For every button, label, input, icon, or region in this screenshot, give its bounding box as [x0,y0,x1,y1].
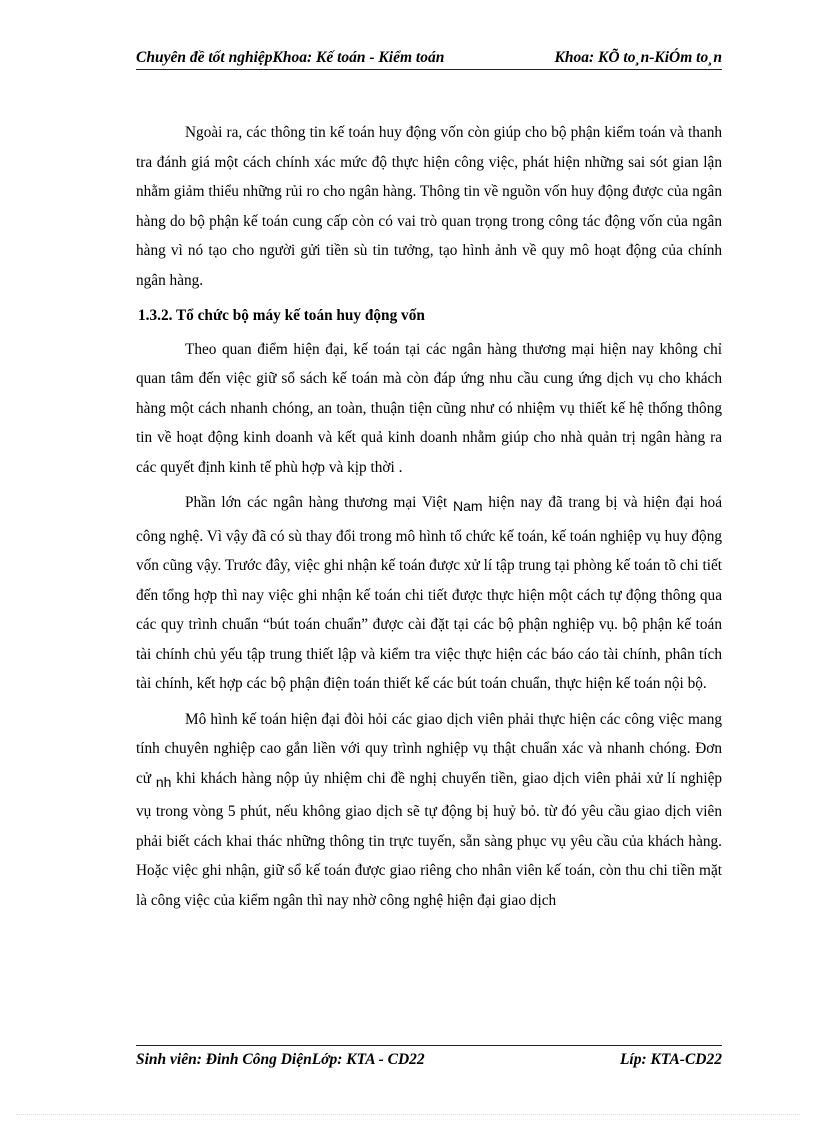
paragraph-3-text-after: hiện nay đã trang bị và hiện đại hoá công nghệ. Vì vậy đã có sù thay đổi trong mô hình tổ chức kế toán, kế toán nghiệp vụ huy động vốn cũng vậy. Trước đây, việc ghi nhận kế toán được xử lí tập trung tại phòng kế toán tõ chi tiết đến tổng hợp thì nay việc ghi nhận kế toán chi tiết được thực hiện một cách tự động thông qua các quy trình chuẩn “bút toán chuẩn” được cài đặt tại các bộ phận nghiệp vụ. bộ phận kế toán tài chính chủ yếu tập trung thiết lập và kiểm tra việc thực hiện các báo cáo tài chính, phân tích tài chính, kết hợp các bộ phận điện toán thiết kế các bút toán chuẩn, thực hiện kế toán nội bộ. [136,494,722,692]
paragraph-4-text-before: Mô hình kế toán hiện đại đòi hỏi các giao dịch viên phải thực hiện các công việc mang tính chuyên nghiệp cao gắn liền với quy trình nghiệp vụ thật chuẩn xác và nhanh chóng. Đơn cử [136,710,722,787]
paragraph-4-subscript: nh [155,773,172,790]
paragraph-1: Ngoài ra, các thông tin kế toán huy động vốn còn giúp cho bộ phận kiểm toán và thanh tra đánh giá một cách chính xác mức độ thực hiện công việc, phát hiện những sai sót gian lận nhằm giảm thiểu những rủi ro cho ngân hàng. Thông tin về nguồn vốn huy động được của ngân hàng do bộ phận kế toán cung cấp còn có vai trò quan trọng trong công tác động vốn của ngân hàng vì nó tạo cho người gửi tiền sù tin tưởng, tạo hình ảnh về quy mô hoạt động của chính ngân hàng. [136,124,722,289]
page-footer [136,1045,722,1070]
page-header [136,47,722,70]
paragraph-4 [136,705,722,916]
paragraph-3 [136,488,722,699]
footer-right-text: Líp: KTA-CD22 [619,1051,722,1068]
paragraph-3-subscript: Nam [453,498,483,514]
document-body [136,118,722,915]
header-left-text: Chuyên đề tốt nghiệpKhoa: Kế toán - Kiểm toán [136,49,445,66]
page-edge-divider [16,1114,800,1115]
paragraph-2: Theo quan điểm hiện đại, kế toán tại các ngân hàng thương mại hiện nay không chỉ quan tâm đến việc giữ sổ sách kế toán mà còn đáp ứng nhu cầu cung ứng dịch vụ cho khách hàng một cách nhanh chóng, an toàn, thuận tiện cũng như có nhiệm vụ thiết kế hệ thống thông tin về hoạt động kinh doanh và kết quả kinh doanh nhằm giúp cho nhà quản trị ngân hàng ra các quyết định kinh tế phù hợp và kịp thời . [136,340,722,476]
paragraph-3-text-before: Phần lớn các ngân hàng thương mại Việt [185,494,454,511]
section-heading: 1.3.2. Tổ chức bộ máy kế toán huy động vốn [138,307,425,324]
paragraph-4-text-after: khi khách hàng nộp ủy nhiệm chi đề nghị chuyển tiền, giao dịch viên phải xử lí nghiệp vụ trong vòng 5 phút, nếu không giao dịch sẽ tự động bị huỷ bỏ. từ đó yêu cầu giao dịch viên phải biết cách khai thác những thông tin trực tuyến, sẵn sàng phục vụ yêu cầu của khách hàng. Hoặc việc ghi nhận, giữ sổ kế toán được giao riêng cho nhân viên kế toán, còn thu chi tiền mặt là công việc của kiểm ngân thì nay nhờ công nghệ hiện đại giao dịch [136,769,723,909]
footer-left-text: Sinh viên: Đinh Công DiệnLớp: KTA - CD22 [136,1051,425,1068]
header-right-text: Khoa: KÕ to¸n-KiÓm to¸n [554,49,722,66]
